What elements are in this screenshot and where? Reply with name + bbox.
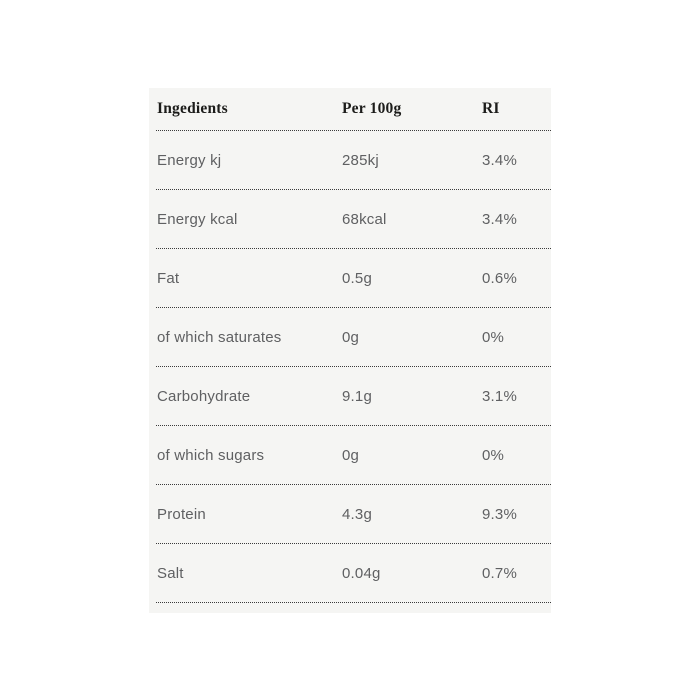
nutrient-name-cell: of which sugars	[157, 446, 265, 464]
nutrient-name-cell: Energy kj	[157, 151, 222, 169]
per-100g-value-cell: 0.5g	[342, 269, 372, 287]
column-header-ingredients: Ingedients	[157, 100, 228, 117]
table-row	[149, 131, 551, 189]
row-divider	[156, 602, 551, 603]
per-100g-value-cell: 9.1g	[342, 387, 372, 405]
nutrient-name-cell: Protein	[157, 505, 206, 523]
per-100g-value-cell: 0g	[342, 328, 360, 346]
per-100g-value-cell: 0.04g	[342, 564, 381, 582]
ri-value-cell: 0.7%	[482, 564, 517, 582]
table-row	[149, 190, 551, 248]
table-row	[149, 485, 551, 543]
table-row	[149, 426, 551, 484]
per-100g-value-cell: 285kj	[342, 151, 379, 169]
nutrient-name-cell: of which saturates	[157, 328, 282, 346]
table-header-row	[149, 88, 551, 130]
ri-value-cell: 0%	[482, 446, 505, 464]
column-header-ri: RI	[482, 100, 500, 117]
ri-value-cell: 9.3%	[482, 505, 517, 523]
table-row	[149, 249, 551, 307]
table-row	[149, 308, 551, 366]
ri-value-cell: 0%	[482, 328, 505, 346]
column-header-per-100g: Per 100g	[342, 100, 402, 117]
ri-value-cell: 3.4%	[482, 151, 517, 169]
ri-value-cell: 3.4%	[482, 210, 517, 228]
nutrient-name-cell: Salt	[157, 564, 184, 582]
per-100g-value-cell: 0g	[342, 446, 360, 464]
nutrient-name-cell: Fat	[157, 269, 180, 287]
nutrition-table	[149, 88, 551, 613]
ri-value-cell: 0.6%	[482, 269, 517, 287]
nutrient-name-cell: Carbohydrate	[157, 387, 251, 405]
per-100g-value-cell: 4.3g	[342, 505, 372, 523]
ri-value-cell: 3.1%	[482, 387, 517, 405]
per-100g-value-cell: 68kcal	[342, 210, 387, 228]
table-row	[149, 367, 551, 425]
table-body	[149, 131, 551, 603]
table-row	[149, 544, 551, 602]
nutrient-name-cell: Energy kcal	[157, 210, 238, 228]
